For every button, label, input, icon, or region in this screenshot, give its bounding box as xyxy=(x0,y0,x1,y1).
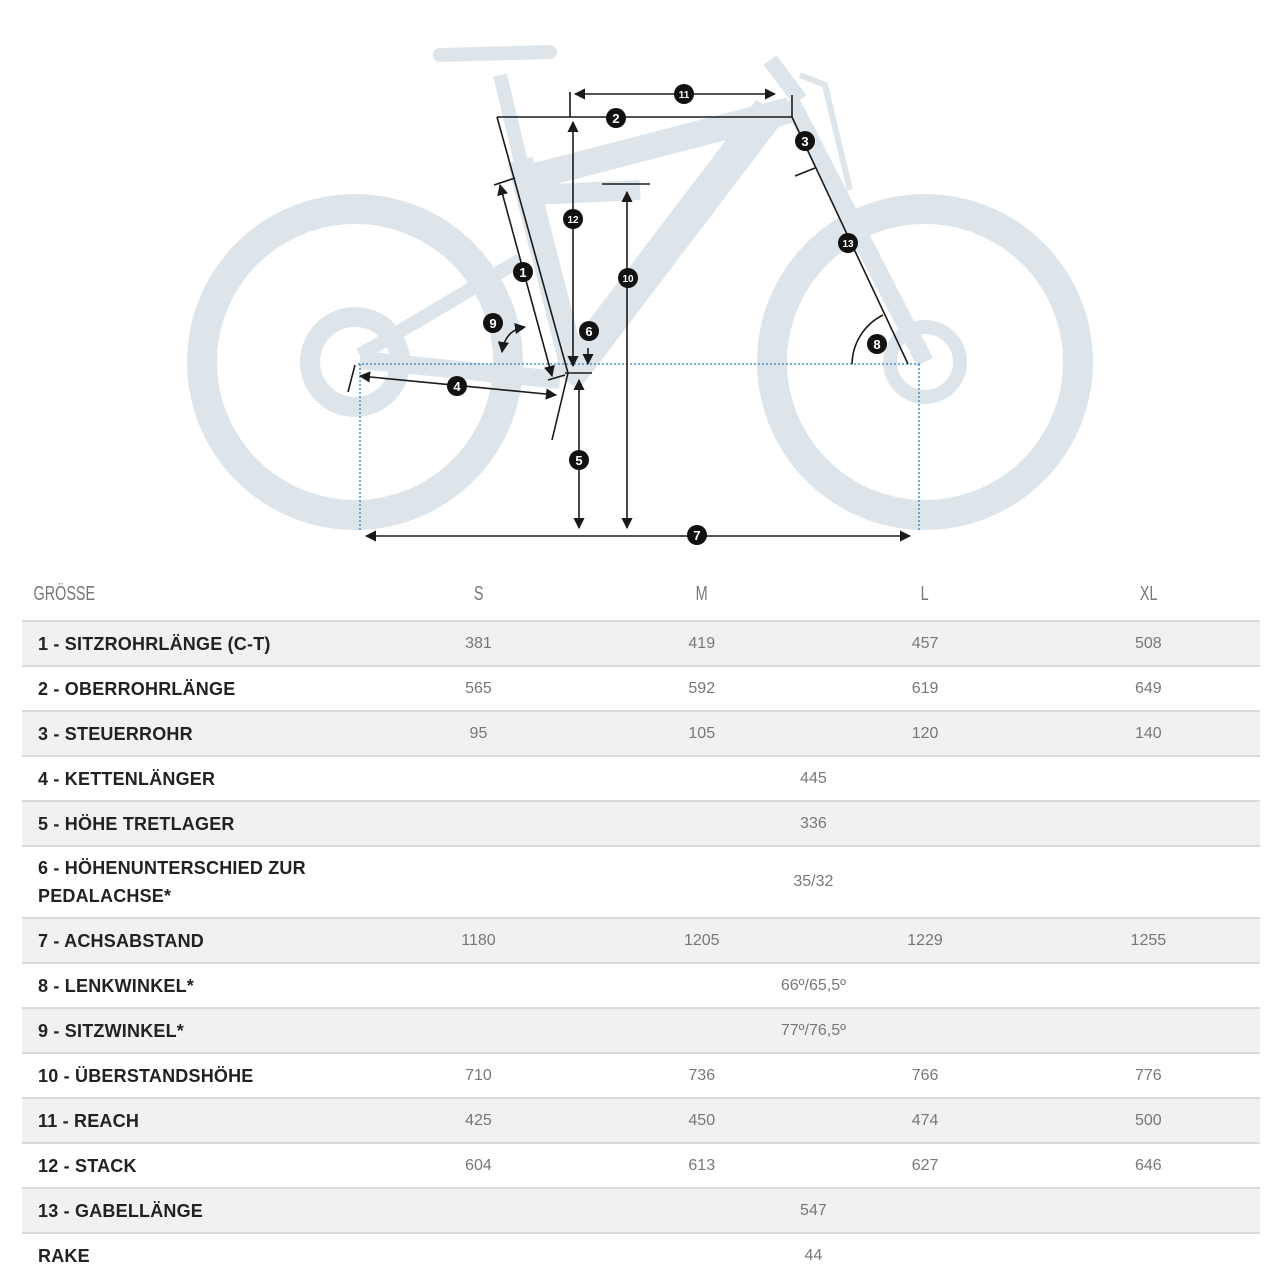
table-row xyxy=(22,963,1260,1008)
row-label: 7 - ACHSABSTAND xyxy=(22,918,367,963)
marker-6 xyxy=(579,321,599,341)
row-label: 3 - STEUERROHR xyxy=(22,711,367,756)
table-row xyxy=(22,756,1260,801)
row-label: 2 - OBERROHRLÄNGE xyxy=(22,666,367,711)
svg-text:3: 3 xyxy=(801,134,809,149)
svg-text:9: 9 xyxy=(489,316,497,331)
table-row xyxy=(22,801,1260,846)
row-label: 10 - ÜBERSTANDSHÖHE xyxy=(22,1053,367,1098)
cell-value-spanned: 547 xyxy=(367,1188,1260,1233)
size-header-m: M xyxy=(695,582,708,605)
cell-value: 1180 xyxy=(367,918,590,963)
cell-value: 604 xyxy=(367,1143,590,1188)
table-row xyxy=(22,1098,1260,1143)
table-row xyxy=(22,918,1260,963)
row-label: 1 - SITZROHRLÄNGE (C-T) xyxy=(22,621,367,666)
cell-value: 140 xyxy=(1037,711,1260,756)
cell-value: 508 xyxy=(1037,621,1260,666)
cell-value: 95 xyxy=(367,711,590,756)
cell-value: 619 xyxy=(813,666,1036,711)
svg-text:4: 4 xyxy=(453,379,461,394)
cell-value: 457 xyxy=(813,621,1036,666)
row-label: 5 - HÖHE TRETLAGER xyxy=(22,801,367,846)
marker-11 xyxy=(674,84,694,104)
marker-7 xyxy=(687,525,707,545)
marker-2 xyxy=(606,108,626,128)
marker-13 xyxy=(838,233,858,253)
svg-text:1: 1 xyxy=(519,265,527,280)
size-header-label: GRÖSSE xyxy=(33,582,96,605)
size-header-xl: XL xyxy=(1139,582,1158,605)
cell-value: 120 xyxy=(813,711,1036,756)
svg-text:13: 13 xyxy=(842,239,854,250)
svg-text:2: 2 xyxy=(612,111,620,126)
cell-value: 105 xyxy=(590,711,813,756)
bike-geometry-diagram xyxy=(0,0,1280,560)
saddle xyxy=(440,52,550,55)
table-row xyxy=(22,1233,1260,1277)
row-label: 12 - STACK xyxy=(22,1143,367,1188)
marker-9 xyxy=(483,313,503,333)
cell-value: 474 xyxy=(813,1098,1036,1143)
cell-value: 627 xyxy=(813,1143,1036,1188)
table-row xyxy=(22,1008,1260,1053)
marker-10 xyxy=(618,268,638,288)
cell-value: 766 xyxy=(813,1053,1036,1098)
table-row xyxy=(22,846,1260,918)
cell-value: 565 xyxy=(367,666,590,711)
svg-text:6: 6 xyxy=(585,324,593,339)
bike-illustration xyxy=(0,0,1280,560)
svg-text:8: 8 xyxy=(873,337,881,352)
row-label: 8 - LENKWINKEL* xyxy=(22,963,367,1008)
row-label: 11 - REACH xyxy=(22,1098,367,1143)
svg-text:12: 12 xyxy=(567,215,579,226)
cell-value-spanned: 44 xyxy=(367,1233,1260,1277)
table-row xyxy=(22,1188,1260,1233)
cell-value: 649 xyxy=(1037,666,1260,711)
svg-text:11: 11 xyxy=(678,90,690,101)
row-label: 9 - SITZWINKEL* xyxy=(22,1008,367,1053)
cell-value-spanned: 35/32 xyxy=(367,846,1260,918)
table-row xyxy=(22,711,1260,756)
cell-value: 381 xyxy=(367,621,590,666)
table-row xyxy=(22,621,1260,666)
marker-4 xyxy=(447,376,467,396)
geometry-table xyxy=(22,568,1260,1277)
cell-value: 419 xyxy=(590,621,813,666)
svg-text:7: 7 xyxy=(693,528,701,543)
cell-value: 425 xyxy=(367,1098,590,1143)
cell-value: 776 xyxy=(1037,1053,1260,1098)
cell-value: 1205 xyxy=(590,918,813,963)
shock xyxy=(530,190,640,195)
cell-value: 613 xyxy=(590,1143,813,1188)
cell-value: 500 xyxy=(1037,1098,1260,1143)
row-label: RAKE xyxy=(22,1233,367,1277)
cell-value: 646 xyxy=(1037,1143,1260,1188)
marker-3 xyxy=(795,131,815,151)
table-row xyxy=(22,1143,1260,1188)
row-label: 6 - HÖHENUNTERSCHIED ZUR PEDALACHSE* xyxy=(22,846,367,918)
cell-value: 1255 xyxy=(1037,918,1260,963)
cell-value-spanned: 445 xyxy=(367,756,1260,801)
table-header-row xyxy=(22,568,1260,621)
cell-value: 710 xyxy=(367,1053,590,1098)
svg-text:5: 5 xyxy=(575,453,583,468)
svg-text:10: 10 xyxy=(622,274,634,285)
cell-value: 450 xyxy=(590,1098,813,1143)
table-row xyxy=(22,666,1260,711)
cell-value: 736 xyxy=(590,1053,813,1098)
row-label: 4 - KETTENLÄNGER xyxy=(22,756,367,801)
row-label: 13 - GABELLÄNGE xyxy=(22,1188,367,1233)
cell-value: 1229 xyxy=(813,918,1036,963)
marker-5 xyxy=(569,450,589,470)
marker-1 xyxy=(513,262,533,282)
cell-value-spanned: 66º/65,5º xyxy=(367,963,1260,1008)
cell-value-spanned: 77º/76,5º xyxy=(367,1008,1260,1053)
size-header-s: S xyxy=(473,582,484,605)
size-header-l: L xyxy=(921,582,930,605)
cell-value-spanned: 336 xyxy=(367,801,1260,846)
cell-value: 592 xyxy=(590,666,813,711)
bike-silhouette xyxy=(202,52,1078,515)
marker-8 xyxy=(867,334,887,354)
table-row xyxy=(22,1053,1260,1098)
marker-12 xyxy=(563,209,583,229)
